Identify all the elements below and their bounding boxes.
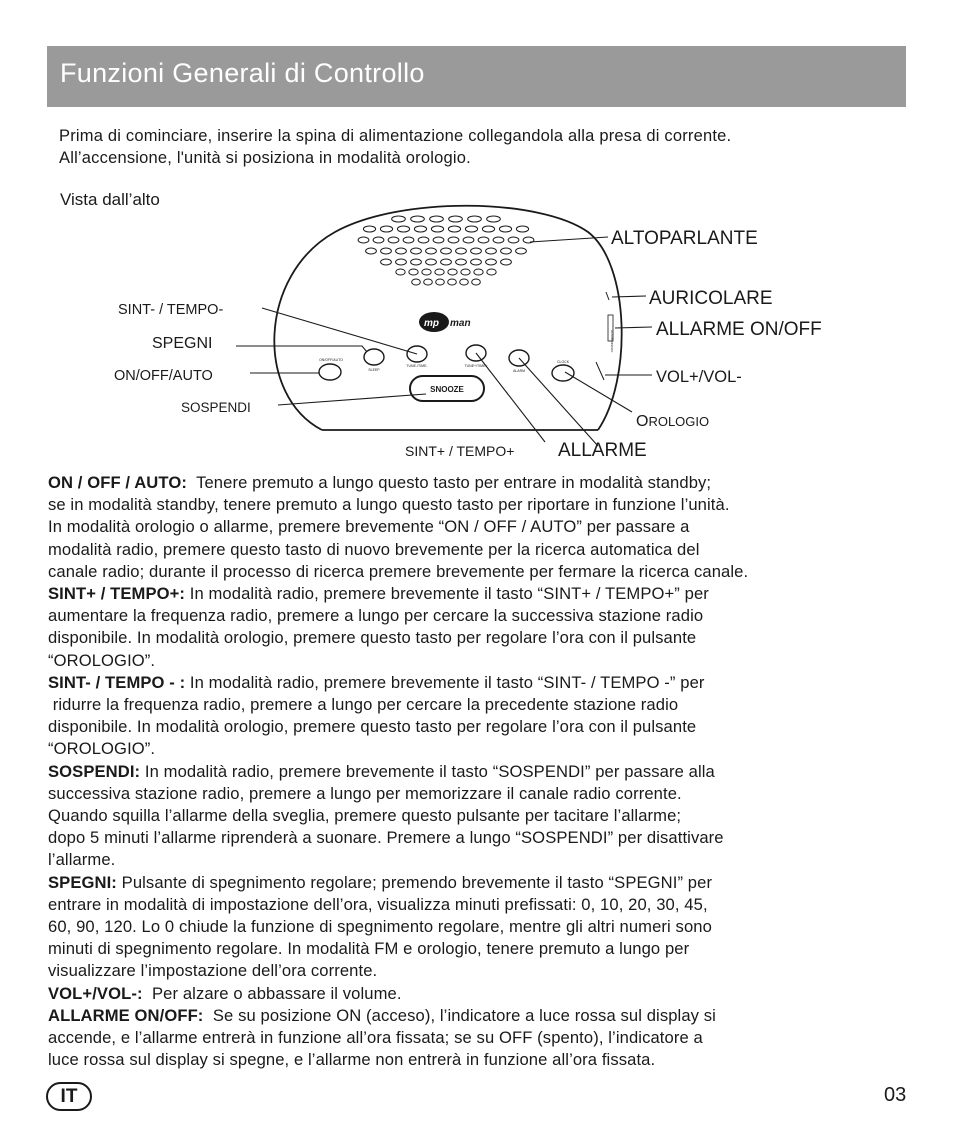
grille-hole — [381, 248, 392, 254]
function-text: In modalità orologio o allarme, premere brevemente “ON / OFF / AUTO” per passare a — [48, 517, 690, 537]
grille-hole — [456, 248, 467, 254]
grille-hole — [487, 216, 501, 222]
description-line — [48, 805, 928, 827]
snooze-button-label: SNOOZE — [430, 385, 464, 394]
function-text: disponibile. In modalità orologio, premere questo tasto per regolare l’ora con il pulsante — [48, 717, 697, 737]
function-text: modalità radio, premere questo tasto di nuovo brevemente per la ricerca automatica del — [48, 539, 700, 559]
grille-hole — [448, 226, 460, 232]
grille-hole — [422, 269, 431, 275]
language-badge: IT — [46, 1082, 92, 1111]
label-speaker: ALTOPARLANTE — [611, 228, 758, 249]
function-text: luce rossa sul display si spegne, e l’allarme non entrerà in funzione all’ora fissata. — [48, 1050, 656, 1070]
description-line — [48, 872, 928, 894]
grille-hole — [424, 279, 433, 285]
logo-man: man — [450, 318, 471, 329]
grille-hole — [403, 237, 414, 243]
grille-hole — [380, 226, 392, 232]
grille-hole — [409, 269, 418, 275]
function-text: aumentare la frequenza radio, premere a lungo per cercare la successiva stazione radio — [48, 606, 704, 626]
function-text: successiva stazione radio, premere a lungo per memorizzare il canale radio corrente. — [48, 783, 682, 803]
logo-mp: mp — [424, 318, 439, 329]
grille-hole — [508, 237, 519, 243]
grille-hole — [426, 248, 437, 254]
function-text: 60, 90, 120. Lo 0 chiude la funzione di spegnimento regolare, mentre gli altri numeri sono — [48, 917, 712, 937]
leader-sleep — [236, 346, 367, 352]
description-line — [48, 472, 928, 494]
description-line — [48, 827, 928, 849]
label-clock-rest: ROLOGIO — [648, 414, 710, 429]
page-title: Funzioni Generali di Controllo — [60, 58, 425, 88]
function-text: In modalità radio, premere brevemente il tasto “SINT- / TEMPO -” per — [185, 672, 705, 692]
function-text: canale radio; durante il processo di ricerca premere brevemente per fermare la ricerca canale. — [48, 561, 749, 581]
function-text: Per alzare o abbassare il volume. — [142, 983, 402, 1003]
grille-hole — [471, 259, 482, 265]
button-clock[interactable] — [552, 365, 574, 381]
grille-hole — [431, 226, 443, 232]
function-text: visualizzare l’impostazione dell’ora corrente. — [48, 961, 378, 981]
leader-alarm-switch — [615, 327, 652, 328]
volume-knob — [596, 362, 604, 380]
leader-tune-up — [476, 353, 545, 442]
description-line — [48, 1049, 928, 1071]
top-view-diagram — [0, 180, 954, 480]
grille-hole — [358, 237, 369, 243]
function-text: se in modalità standby, tenere premuto a lungo questo tasto per riportare in funzione l’unità. — [48, 495, 730, 515]
grille-hole — [436, 279, 445, 285]
grille-hole — [388, 237, 399, 243]
grille-hole — [461, 269, 470, 275]
description-line — [48, 1027, 928, 1049]
grille-hole — [396, 269, 405, 275]
grille-hole — [392, 216, 406, 222]
micro-label-on-off: ON/OFF/AUTO — [319, 358, 343, 362]
grille-hole — [472, 279, 481, 285]
description-line — [48, 916, 928, 938]
label-tune-up: SINT+ / TEMPO+ — [405, 443, 515, 459]
leader-snooze — [278, 394, 426, 405]
function-text: entrare in modalità di impostazione dell’ora, visualizza minuti prefissati: 0, 10, 20, 30, 45, — [48, 894, 708, 914]
function-term: SOSPENDI: — [48, 761, 141, 781]
grille-hole — [487, 269, 496, 275]
grille-hole — [411, 216, 425, 222]
description-line — [48, 605, 928, 627]
function-text: Tenere premuto a lungo questo tasto per entrare in modalità standby; — [186, 473, 712, 492]
header-bar — [47, 46, 906, 107]
function-term: SINT+ / TEMPO+: — [48, 584, 186, 604]
intro-line: All’accensione, l'unità si posiziona in modalità orologio. — [59, 149, 471, 167]
function-text: In modalità radio, premere brevemente il tasto “SOSPENDI” per passare alla — [140, 761, 715, 781]
description-line — [48, 849, 928, 871]
label-alarm: ALLARME — [558, 440, 647, 461]
button-on-off-auto[interactable] — [319, 364, 341, 380]
function-text: minuti di spegnimento regolare. In modalità FM e orologio, tenere premuto a lungo per — [48, 939, 690, 959]
label-clock-initial: O — [636, 413, 649, 430]
grille-hole — [412, 279, 421, 285]
function-term: VOL+/VOL-: — [48, 983, 143, 1003]
grille-hole — [396, 259, 407, 265]
label-headphone: AURICOLARE — [649, 288, 773, 309]
description-line — [48, 494, 928, 516]
function-descriptions — [48, 472, 928, 1071]
micro-label-alarm: ALARM — [512, 369, 526, 373]
grille-hole — [449, 216, 463, 222]
description-line — [48, 761, 928, 783]
grille-hole — [441, 248, 452, 254]
function-term: ALLARME ON/OFF: — [48, 1005, 204, 1025]
micro-label-tune-up: TUNE+/TIME+ — [464, 364, 488, 368]
description-line — [48, 583, 928, 605]
grille-hole — [516, 248, 527, 254]
grille-hole — [448, 279, 457, 285]
grille-hole — [366, 248, 377, 254]
function-text: l’allarme. — [48, 850, 116, 870]
grille-hole — [396, 248, 407, 254]
label-clock — [636, 413, 709, 430]
label-snooze: SOSPENDI — [181, 400, 251, 415]
micro-side-label: ALARM ON/OFF — [610, 330, 614, 353]
grille-hole — [414, 226, 426, 232]
function-term: SINT- / TEMPO - : — [48, 672, 186, 692]
grille-hole — [471, 248, 482, 254]
grille-hole — [482, 226, 494, 232]
label-alarm-switch: ALLARME ON/OFF — [656, 319, 822, 340]
grille-hole — [448, 237, 459, 243]
grille-hole — [501, 248, 512, 254]
function-text: In modalità radio, premere brevemente il tasto “SINT+ / TEMPO+” per — [185, 584, 709, 604]
function-term: SPEGNI: — [48, 872, 117, 892]
function-text: “OROLOGIO”. — [48, 739, 156, 759]
description-line — [48, 516, 928, 538]
grille-hole — [418, 237, 429, 243]
label-volume: VOL+/VOL- — [656, 368, 742, 386]
grille-hole — [435, 269, 444, 275]
leader-alarm — [519, 358, 598, 446]
grille-hole — [501, 259, 512, 265]
description-line — [48, 716, 928, 738]
description-line — [48, 894, 928, 916]
leader-headphone — [612, 296, 646, 297]
function-term: ON / OFF / AUTO: — [48, 473, 187, 492]
grille-hole — [381, 259, 392, 265]
grille-hole — [430, 216, 444, 222]
grille-hole — [516, 226, 528, 232]
description-line — [48, 694, 928, 716]
description-line — [48, 539, 928, 561]
grille-hole — [363, 226, 375, 232]
leader-tune-down — [262, 308, 417, 354]
intro-paragraph — [59, 125, 731, 169]
function-text: dopo 5 minuti l’allarme riprenderà a suonare. Premere a lungo “SOSPENDI” per disattivare — [48, 828, 724, 848]
description-line — [48, 960, 928, 982]
function-text: accende, e l’allarme entrerà in funzione all’ora fissata; se su OFF (spento), l’indicatore a — [48, 1028, 703, 1048]
description-line — [48, 783, 928, 805]
grille-hole — [499, 226, 511, 232]
label-power: ON/OFF/AUTO — [114, 368, 213, 384]
description-line — [48, 561, 928, 583]
function-text: Se su posizione ON (acceso), l’indicatore a luce rossa sul display si — [203, 1005, 716, 1025]
view-title: Vista dall’alto — [60, 190, 160, 209]
function-text: “OROLOGIO”. — [48, 650, 156, 670]
grille-hole — [493, 237, 504, 243]
description-line — [48, 650, 928, 672]
description-line — [48, 983, 928, 1005]
description-line — [48, 1005, 928, 1027]
function-text: disponibile. In modalità orologio, premere questo tasto per regolare l’ora con il pulsante — [48, 628, 697, 648]
grille-hole — [478, 237, 489, 243]
grille-hole — [468, 216, 482, 222]
function-text: Pulsante di spegnimento regolare; premendo brevemente il tasto “SPEGNI” per — [116, 872, 713, 892]
grille-hole — [411, 248, 422, 254]
grille-hole — [465, 226, 477, 232]
label-tune-down: SINT- / TEMPO- — [118, 302, 224, 318]
grille-hole — [397, 226, 409, 232]
grille-hole — [426, 259, 437, 265]
grille-hole — [373, 237, 384, 243]
grille-hole — [433, 237, 444, 243]
micro-label-tune-down: TUNE-/TIME- — [406, 364, 428, 368]
function-text: Quando squilla l’allarme della sveglia, premere questo pulsante per tacitare l’allarme; — [48, 806, 682, 826]
description-line — [48, 938, 928, 960]
description-line — [48, 738, 928, 760]
grille-hole — [460, 279, 469, 285]
label-sleep: SPEGNI — [152, 335, 213, 352]
speaker-grille — [358, 216, 534, 285]
grille-hole — [411, 259, 422, 265]
description-line — [48, 672, 928, 694]
grille-hole — [448, 269, 457, 275]
grille-hole — [463, 237, 474, 243]
grille-hole — [486, 248, 497, 254]
description-line — [48, 627, 928, 649]
headphone-jack — [606, 292, 609, 300]
grille-hole — [456, 259, 467, 265]
grille-hole — [486, 259, 497, 265]
micro-label-sleep: SLEEP — [368, 368, 380, 372]
page-number: 03 — [884, 1084, 907, 1106]
intro-line: Prima di cominciare, inserire la spina di alimentazione collegandola alla presa di corrente. — [59, 127, 732, 145]
function-text: ridurre la frequenza radio, premere a lungo per cercare la precedente stazione radio — [48, 695, 679, 715]
leader-clock — [565, 372, 632, 412]
grille-hole — [474, 269, 483, 275]
micro-label-clock: CLOCK — [556, 360, 570, 364]
grille-hole — [441, 259, 452, 265]
